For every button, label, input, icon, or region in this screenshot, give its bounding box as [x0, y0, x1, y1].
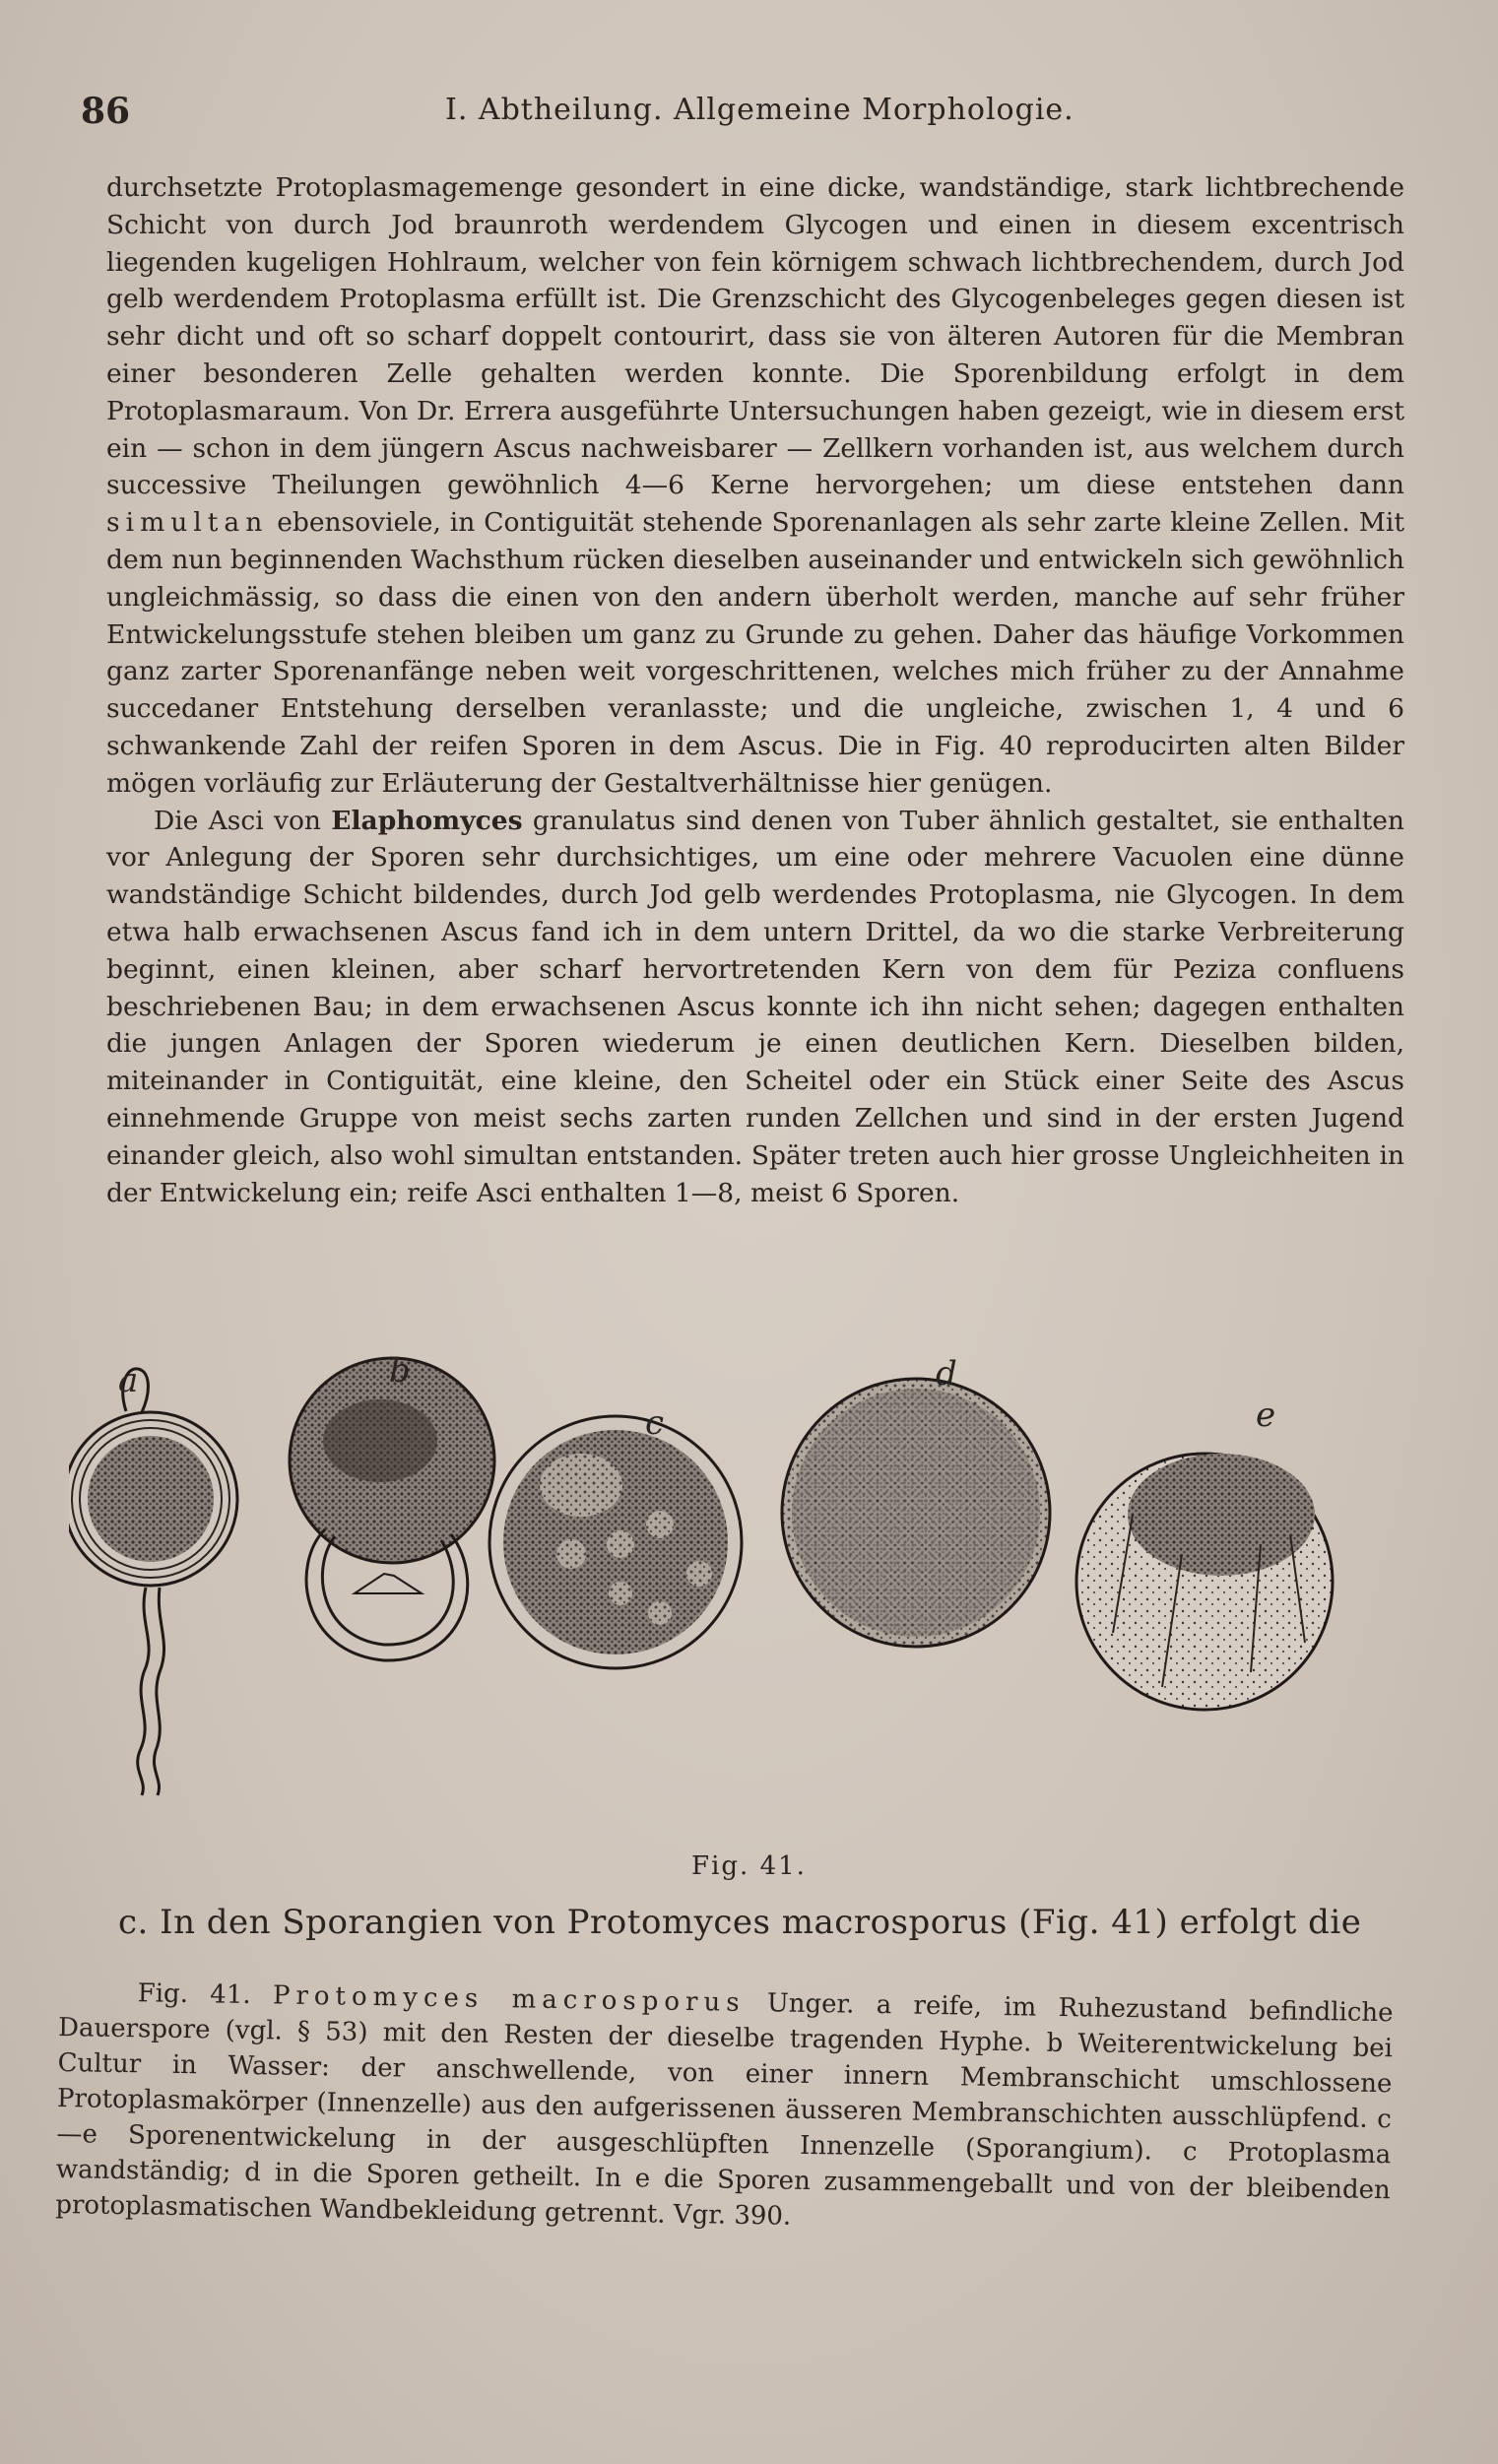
figure-part-c [489, 1403, 742, 1668]
figure-part-d [782, 1354, 1050, 1647]
section-heading-line: c. In den Sporangien von Protomyces macrosporus (Fig. 41) erfolgt die [118, 1903, 1362, 1942]
figure-label-b: b [389, 1351, 411, 1391]
figure-caption-species: Protomyces macrosporus [272, 1980, 746, 2018]
figure-title: Fig. 41. [691, 1851, 807, 1881]
figure-part-a [69, 1361, 237, 1795]
paragraph-1-part-b: ebensoviele, in Contiguität stehende Sporenanlagen als sehr zarte kleine Zellen. Mit dem nun beginnenden Wachsthum rücken dieselben auseinander und entwickeln sich gewöhnlich ungleichmässig, so dass die einen von den andern überholt werden, manche auf sehr früher Entwickelungsstufe stehen bleiben um ganz zu Grunde zu gehen. Daher das häufige Vorkommen ganz zarter Sporenanfänge neben weit vorgeschrittenen, welches mich früher zu der Annahme succedaner Entstehung derselben veranlasste; und die ungleiche, zwischen 1, 4 und 6 schwankende Zahl der reifen Sporen in dem Ascus. Die in Fig. 40 reproducirten alten Bilder mögen vorläufig zur Erläuterung der Gestaltverhältnisse hier genügen. [106, 507, 1404, 799]
figure-label-d: d [936, 1354, 957, 1394]
figure-label-e: e [1256, 1395, 1276, 1435]
paragraph-1 [106, 169, 1404, 803]
figure-part-e [1076, 1395, 1333, 1710]
figure-caption [55, 1975, 1394, 2243]
figure-41 [69, 1347, 1408, 1830]
figure-label-c: c [645, 1403, 665, 1443]
paragraph-2-genus: Elaphomyces [331, 805, 523, 836]
paragraph-1-spaced-word: simultan [106, 507, 269, 539]
page-number: 86 [81, 91, 131, 132]
paragraph-2-part-b: granulatus sind denen von Tuber ähnlich gestaltet, sie enthalten vor Anlegung der Sporen sehr durchsichtiges, um eine oder mehrere Vacuolen eine dünne wandständige Schicht bildendes, durch Jod gelb werdendes Protoplasma, nie Glycogen. In dem etwa halb erwachsenen Ascus fand ich in dem untern Drittel, da wo die starke Verbreiterung beginnt, einen kleinen, aber scharf hervortretenden Kern von dem für Peziza confluens beschriebenen Bau; in dem erwachsenen Ascus konnte ich ihn nicht sehen; dagegen enthalten die jungen Anlagen der Sporen wiederum je einen deutlichen Kern. Dieselben bilden, miteinander in Contiguität, eine kleine, den Scheitel oder ein Stück einer Seite des Ascus einnehmende Gruppe von meist sechs zarten runden Zellchen und sind in der ersten Jugend einander gleich, also wohl simultan entstanden. Später treten auch hier grosse Ungleichheiten in der Entwickelung ein; reife Asci enthalten 1—8, meist 6 Sporen. [106, 805, 1404, 1208]
figure-caption-text: Unger. a reife, im Ruhezustand befindliche Dauerspore (vgl. § 53) mit den Resten der dieselbe tragenden Hyphe. b Weiterentwickelung bei Cultur in Wasser: der anschwellende, von einer innern Membranschicht umschlossene Protoplasmakörper (Innenzelle) aus den aufgerissenen äusseren Membranschichten ausschlüpfend. c—e Sporenentwickelung in der ausgeschlüpften Innenzelle (Sporangium). c Protoplasma wandständig; d in die Sporen getheilt. In e die Sporen zusammengeballt und von der bleibenden protoplasmatischen Wandbekleidung getrennt. Vgr. 390. [55, 1988, 1394, 2232]
body-text [106, 169, 1404, 1211]
figure-caption-paragraph [55, 1975, 1394, 2243]
figure-label-a: a [118, 1361, 139, 1400]
paragraph-1-part-a: durchsetzte Protoplasmagemenge gesondert in eine dicke, wandständige, stark lichtbrechende Schicht von durch Jod braunroth werdendem Glycogen und einen in diesem excentrisch liegenden kugeligen Hohlraum, welcher von fein körnigem schwach lichtbrechendem, durch Jod gelb werdendem Protoplasma erfüllt ist. Die Grenzschicht des Glycogenbeleges gegen diesen ist sehr dicht und oft so scharf doppelt contourirt, dass sie von älteren Autoren für die Membran einer besonderen Zelle gehalten werden konnte. Die Sporenbildung erfolgt in dem Protoplasmaraum. Von Dr. Errera ausgeführte Untersuchungen haben gezeigt, wie in diesem erst ein — schon in dem jüngern Ascus nachweisbarer — Zellkern vorhanden ist, aus welchem durch successive Theilungen gewöhnlich 4—6 Kerne hervorgehen; um diese entstehen dann [106, 172, 1404, 501]
paragraph-2-part-a: Die Asci von [154, 805, 321, 836]
figure-41-drawing [69, 1347, 1408, 1830]
figure-caption-lead: Fig. 41. [137, 1978, 251, 2011]
running-title: I. Abtheilung. Allgemeine Morphologie. [445, 93, 1075, 127]
figure-part-b [290, 1351, 494, 1660]
page-header [81, 91, 1400, 130]
paragraph-2 [106, 803, 1404, 1212]
